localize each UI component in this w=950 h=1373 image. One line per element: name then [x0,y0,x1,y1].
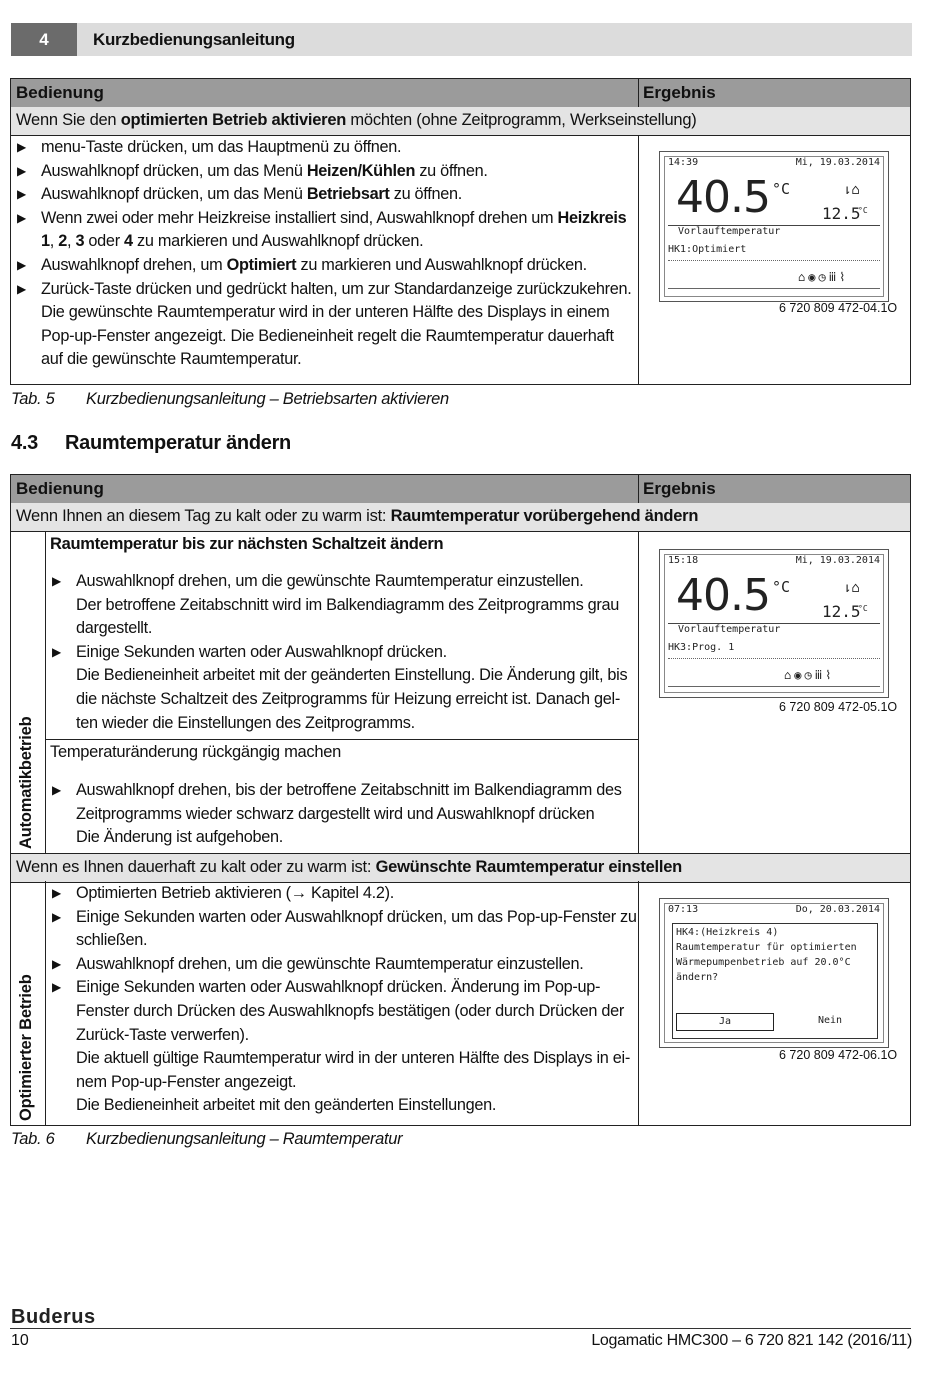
table-5 [10,78,911,385]
list-item-continuation: Pop-up-Fenster angezeigt. Die Bedieneinheit regelt die Raumtemperatur dauerhaft [41,326,614,345]
step-list [46,570,638,735]
section-title: Raumtemperatur ändern [65,432,291,454]
step-list [11,136,636,372]
table-6 [10,474,911,1126]
table-intro-row [11,107,910,136]
list-item: ▶ menu-Taste drücken, um das Hauptmenü zu öffnen. [11,136,636,160]
popup-line: Wärmepumpenbetrieb auf 20.0°C [676,957,851,968]
display-temperature: 40.5 [676,570,770,621]
col-header-operation: Bedienung [16,479,104,498]
display-time: 07:13 [668,904,699,915]
figure-code: 6 720 809 472-04.1O [779,301,898,315]
display-set-temperature: 12.5 [822,602,861,621]
list-item-continuation: Zeitprogramms wieder schwarz dargestellt wird und Auswahlknopf drücken [76,804,595,823]
thermometer-house-icon: ⇂⌂ [843,182,860,198]
list-item: ▶ Einige Sekunden warten oder Auswahlknopf drücken. [46,641,638,665]
list-item-continuation: ten wieder die Einstellungen des Zeitprogramms. [76,713,415,732]
display-time: 15:18 [668,555,699,566]
list-item-continuation: Die Änderung ist aufgehoben. [76,828,284,847]
step-list [46,779,638,850]
document-reference: Logamatic HMC300 – 6 720 821 142 (2016/11) [591,1332,912,1349]
step-list [46,882,638,1118]
status-icons: ⌂◉◷ⅲ⌇ [798,270,849,284]
subsection-title: Raumtemperatur bis zur nächsten Schaltzeit ändern [50,535,444,553]
display-mode: HK1:Optimiert [668,244,747,255]
intro-bold: optimierten Betrieb aktivieren [120,111,347,129]
list-item: ▶ Auswahlknopf drücken, um das Menü Betriebsart zu öffnen. [11,183,636,207]
list-item: ▶ Einige Sekunden warten oder Auswahlknopf drücken, um das Pop-up-Fenster zu [46,906,638,930]
figure-code: 6 720 809 472-06.1O [779,1048,898,1062]
display-date: Mi, 19.03.2014 [795,157,880,168]
list-item: ▶ Auswahlknopf drücken, um das Menü Heizen/Kühlen zu öffnen. [11,160,636,184]
popup-no-button: Nein [817,1015,843,1026]
col-header-result: Ergebnis [643,479,716,498]
footer-divider [10,1328,911,1329]
display-time: 14:39 [668,157,699,168]
display-unit: °C [772,180,791,198]
display-mode: HK3:Prog. 1 [668,642,735,653]
brand-logo: Buderus [11,1306,96,1328]
display-temperature: 40.5 [676,172,770,223]
figure-code: 6 720 809 472-05.1O [779,700,898,714]
list-item-continuation: Die aktuell gültige Raumtemperatur wird in der unteren Hälfte des Displays in ei- [76,1049,630,1068]
status-icons: ⌂◉◷ⅲ⌇ [784,668,835,682]
col-header-result: Ergebnis [643,83,716,102]
thermometer-house-icon: ⇂⌂ [843,580,860,596]
display-date: Mi, 19.03.2014 [795,555,880,566]
display-set-unit: °C [858,206,868,215]
page-number: 10 [11,1332,29,1349]
list-item: ▶ Einige Sekunden warten oder Auswahlknopf drücken. Änderung im Pop-up- [46,976,638,1000]
list-item-continuation: dargestellt. [76,619,153,638]
list-item: ▶ Auswahlknopf drehen, um die gewünschte Raumtemperatur einzustellen. [46,570,638,594]
popup-line: HK4:(Heizkreis 4) [676,927,779,938]
list-item-continuation: Die Bedieneinheit arbeitet mit der geänderten Einstellung. Die Änderung gilt, bis [76,666,628,685]
display-unit: °C [772,578,791,596]
popup-yes-button: Ja [676,1013,774,1031]
table-header-row [11,475,910,504]
list-item: ▶ Auswahlknopf drehen, um die gewünschte Raumtemperatur einzustellen. [46,953,638,977]
subsection-title: Temperaturänderung rückgängig machen [50,743,341,761]
display-screenshot-popup [659,898,889,1048]
section-number: 4 [11,23,77,56]
table-caption-text: Kurzbedienungsanleitung – Raumtemperatur [86,1130,403,1148]
table-intro-row: Wenn es Ihnen dauerhaft zu kalt oder zu warm ist: Gewünschte Raumtemperatur einstellen [11,853,910,883]
display-label: Vorlauftemperatur [678,624,781,635]
list-item-continuation: Zurück-Taste verwerfen). [76,1025,249,1044]
list-item-continuation: auf die gewünschte Raumtemperatur. [41,350,302,369]
list-item: ▶ Zurück-Taste drücken und gedrückt halten, um zur Standardanzeige zurückzukehren. [11,278,636,302]
popup-line: ändern? [676,972,719,983]
display-set-temperature: 12.5 [822,204,861,223]
display-label: Vorlauftemperatur [678,226,781,237]
section-number-4-3: 4.3 [11,432,38,454]
list-item-continuation: nem Pop-up-Fenster angezeigt. [76,1072,297,1091]
intro-text-end: möchten (ohne Zeitprogramm, Werkseinstellung) [346,111,697,129]
list-item: ▶ Auswahlknopf drehen, bis der betroffene Zeitabschnitt im Balkendiagramm des [46,779,638,803]
list-item: ▶ Auswahlknopf drehen, um Optimiert zu markieren und Auswahlknopf drücken. [11,254,636,278]
intro-text: Wenn Sie den [16,111,121,129]
popup-line: Raumtemperatur für optimierten [676,942,857,953]
list-item-continuation: Die Bedieneinheit arbeitet mit den geänderten Einstellungen. [76,1096,497,1115]
table-caption-number: Tab. 5 [11,390,55,408]
page-header-title: Kurzbedienungsanleitung [93,29,295,49]
side-label-automatic: Automatikbetrieb [17,716,35,849]
list-item-continuation: Der betroffene Zeitabschnitt wird im Balkendiagramm des Zeitprogramms grau [76,595,620,614]
display-screenshot-optimized [659,151,889,302]
list-item-continuation: Die gewünschte Raumtemperatur wird in der unteren Hälfte des Displays in einem [41,303,610,322]
display-set-unit: °C [858,604,868,613]
col-header-operation: Bedienung [16,83,104,102]
list-item: ▶ Wenn zwei oder mehr Heizkreise installiert sind, Auswahlknopf drehen um Heizkreis 1, 2, 3 oder 4 zu markieren und Auswahlknopf drücken. [11,207,636,254]
side-label-optimized: Optimierter Betrieb [17,974,35,1121]
table-intro-row: Wenn Ihnen an diesem Tag zu kalt oder zu warm ist: Raumtemperatur vorübergehend ändern [11,503,910,532]
list-item-continuation: schließen. [76,931,148,950]
table-header-row [11,79,910,108]
list-item-continuation: Fenster durch Drücken des Auswahlknopfs bestätigen (oder durch Drücken der [76,1001,624,1020]
display-screenshot-prog [659,549,889,698]
list-item: ▶ Optimierten Betrieb aktivieren (→ Kapitel 4.2). [46,882,638,906]
table-caption-number: Tab. 6 [11,1130,55,1148]
list-item-continuation: die nächste Schaltzeit des Zeitprogramms für Heizung erreicht ist. Danach gel- [76,689,620,708]
display-date: Do, 20.03.2014 [795,904,880,915]
table-caption-text: Kurzbedienungsanleitung – Betriebsarten aktivieren [86,390,449,408]
